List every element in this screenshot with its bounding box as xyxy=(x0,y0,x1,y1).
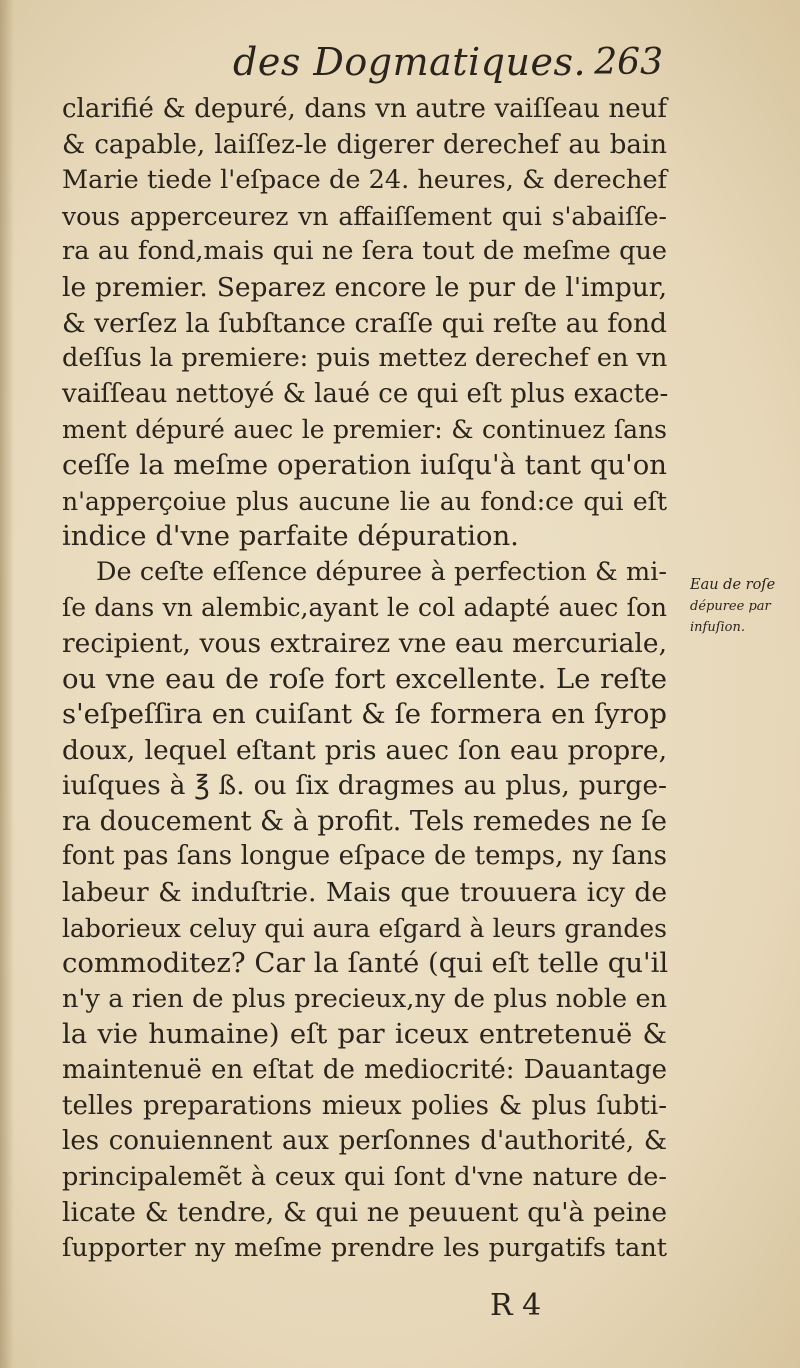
text-line: ceſſe la meſme operation iuſqu'à tant qu'on xyxy=(62,448,667,481)
text-line: ſe dans vn alembic,ayant le col adapté auec ſon xyxy=(62,593,667,623)
text-line: iuſques à ℥ ß. ou ſix dragmes au plus, purge- xyxy=(62,770,667,802)
body-text xyxy=(62,92,667,1267)
text-line: labeur & induſtrie. Mais que trouuera icy de xyxy=(62,877,667,909)
text-line: les conuiennent aux perſonnes d'authorité, & xyxy=(62,1126,667,1157)
text-line: s'eſpeſſira en cuiſant & ſe formera en ſyrop xyxy=(62,698,667,731)
text-line: maintenuë en eſtat de mediocrité: Dauantage xyxy=(62,1055,667,1086)
text-line: ra doucement & à profit. Tels remedes ne ſe xyxy=(62,805,667,837)
text-line: ſupporter ny meſme prendre les purgatifs tant xyxy=(62,1233,667,1263)
text-line: vous apperceurez vn affaiſſement qui s'abaiſſe- xyxy=(62,201,667,231)
text-line: deſſus la premiere: puis mettez derechef en vn xyxy=(62,343,668,374)
text-line: clarifié & depuré, dans vn autre vaiſſeau neuf xyxy=(62,94,667,124)
marginal-note-line: dépuree par xyxy=(690,599,771,614)
text-line: laborieux celuy qui aura eſgard à leurs grandes xyxy=(62,913,667,943)
text-line: n'y a rien de plus precieux,ny de plus noble en xyxy=(62,983,667,1014)
text-line: ment dépuré auec le premier: & continuez ſans xyxy=(62,415,667,445)
text-line: vaiſſeau nettoyé & laué ce qui eſt plus exacte- xyxy=(62,378,669,409)
text-line: indice d'vne parfaite dépuration. xyxy=(62,520,519,553)
text-line: licate & tendre, & qui ne peuuent qu'à peine xyxy=(62,1197,667,1229)
text-line: & capable, laiſſez-le digerer derechef au bain xyxy=(62,129,667,160)
text-line: Marie tiede l'eſpace de 24. heures, & derechef xyxy=(62,165,667,196)
text-line: n'apperçoiue plus aucune lie au fond:ce qui eſt xyxy=(62,486,667,516)
text-line: & verſez la ſubſtance craſſe qui reſte au fond xyxy=(62,307,667,339)
text-line: la vie humaine) eſt par iceux entretenuë & xyxy=(62,1018,667,1051)
text-line: principalemẽt à ceux qui ſont d'vne nature de- xyxy=(62,1161,667,1192)
text-line: font pas ſans longue eſpace de temps, ny ſans xyxy=(62,841,667,872)
gutter-shadow xyxy=(0,0,14,1368)
running-head xyxy=(233,40,663,90)
marginal-note xyxy=(690,575,794,638)
signature-mark: R 4 xyxy=(490,1288,542,1323)
text-line: commoditez? Car la ſanté (qui eſt telle qu'il xyxy=(62,947,669,980)
text-line: recipient, vous extrairez vne eau mercuriale, xyxy=(62,627,667,659)
text-line: doux, lequel eſtant pris auec ſon eau propre, xyxy=(62,734,667,766)
page-number: 263 xyxy=(594,42,663,83)
marginal-note-line: infuſion. xyxy=(690,620,746,635)
text-line: ou vne eau de roſe fort excellente. Le reſte xyxy=(62,662,667,695)
text-line: le premier. Separez encore le pur de l'impur, xyxy=(62,271,667,303)
text-line: De ceſte eſſence dépuree à perfection & mi- xyxy=(96,556,667,587)
marginal-note-line: Eau de roſe xyxy=(690,577,776,593)
text-line: telles preparations mieux polies & plus ſubti- xyxy=(62,1090,667,1121)
running-head-title: des Dogmatiques. xyxy=(233,40,587,84)
text-line: ra au fond,mais qui ne ſera tout de meſme que xyxy=(62,236,667,267)
